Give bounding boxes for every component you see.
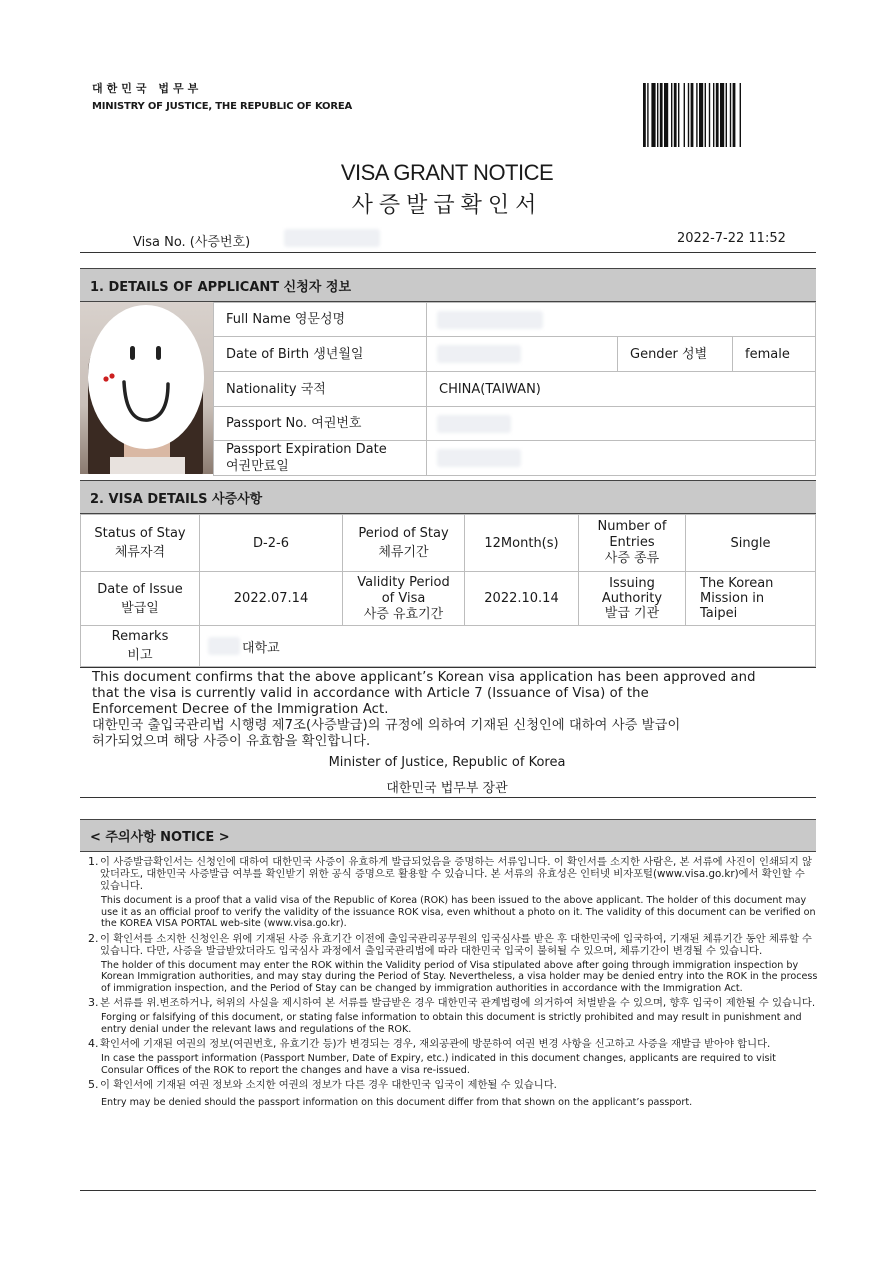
minister-english: Minister of Justice, Republic of Korea [328, 755, 566, 770]
barcode-bar [660, 83, 663, 147]
barcode-bar [740, 83, 741, 147]
notice-item-number: 2. [88, 931, 99, 945]
notice-item [88, 997, 818, 1009]
visa-number-label: Visa No. (사증번호) [133, 235, 251, 250]
barcode-bar [691, 83, 694, 147]
barcode-bar [733, 83, 736, 147]
visa-number-redacted [284, 229, 380, 247]
confirmation-korean: 대한민국 출입국관리법 시행령 제7조(사증발급)의 규정에 의하여 기재된 신청인에 대하여 사증 발급이 허가되었으며 해당 사증이 유효함을 확인합니다. [92, 718, 681, 749]
dob-label: Date of Birth 생년월일 [213, 336, 427, 372]
barcode-bar [696, 83, 697, 147]
notice-item-korean: 본 서류를 위.변조하거나, 허위의 사실을 제시하여 본 서류를 발급받은 경우 대한민국 관계법령에 의거하여 처벌받을 수 있으며, 향후 입국이 제한될 수 있습니다. [100, 997, 816, 1009]
notice-item [88, 933, 818, 957]
remarks-value: 대학교 [199, 625, 816, 667]
barcode-bar [643, 83, 646, 147]
date-of-issue-label: Date of Issue 발급일 [80, 571, 200, 626]
notice-item-korean: 이 확인서에 기재된 여권 정보와 소지한 여권의 정보가 다른 경우 대한민국 입국이 제한될 수 있습니다. [100, 1079, 557, 1091]
status-of-stay-label: Status of Stay 체류자격 [80, 514, 200, 572]
notice-item-number: 5. [88, 1078, 99, 1091]
number-of-entries-label: Number of Entries 사증 종류 [578, 514, 686, 572]
passport-expiration-redacted [437, 449, 521, 467]
remarks-label: Remarks 비고 [80, 625, 200, 667]
notice-item-english: The holder of this document may enter the ROK within the Validity period of Visa stipulated above after going through immigration inspection by Korean Immigration authorities, and may stay during the Period of Stay. Nevertheless, a visa holder may be denied entry into the ROK in the process of immigration inspection, and the Period of Stay can be changed by immigration authorities in accordance with the Immigration Act. [101, 959, 818, 994]
notice-item-number: 3. [88, 996, 99, 1009]
section-applicant-heading: 1. DETAILS OF APPLICANT 신청자 정보 [80, 268, 816, 302]
full-name-redacted [437, 311, 543, 329]
document-title-english: VISA GRANT NOTICE [340, 160, 554, 185]
document-title-korean: 사증발급확인서 [351, 193, 543, 218]
barcode-bar [671, 83, 672, 147]
full-name-value [426, 302, 816, 337]
issuing-authority-value: The Korean Mission in Taipei [685, 571, 816, 626]
dob-value [426, 336, 618, 372]
notice-item-number: 1. [88, 855, 99, 868]
notice-item-english: Forging or falsifying of this document, or stating false information to obtain this document is strictly prohibited and may result in punishment and entry denial under the relevant laws and regulations of the ROK. [101, 1012, 802, 1035]
barcode-bar [709, 83, 710, 147]
notice-item [88, 1038, 818, 1050]
shirt-shape [110, 457, 185, 474]
nationality-label: Nationality 국적 [213, 371, 427, 407]
ministry-name-korean: 대한민국 법무부 [92, 82, 203, 95]
period-of-stay-value: 12Month(s) [464, 514, 579, 572]
issue-datetime: 2022-7-22 11:52 [677, 231, 786, 246]
confirmation-english: This document confirms that the above applicant’s Korean visa application has been approved and that the visa is currently valid in accordance with Article 7 (Issuance of Visa) of the Enforcement Decree of the Immigration Act. [92, 670, 756, 717]
passport-no-redacted [437, 415, 511, 433]
notice-item-korean: 이 사증발급확인서는 신청인에 대하여 대한민국 사증이 유효하게 발급되었음을 증명하는 서류입니다. 이 확인서를 소지한 사람은, 본 서류에 사진이 인쇄되지 않았더라도, 대한민국 사증발급 여부를 확인받기 위한 공식 증명으로 활용할 수 있습니다. 본 서류의 유효성은 인터넷 비자포털(www.visa.go.kr)에서 확인할 수 있습니다. [100, 856, 812, 892]
notice-item-number: 4. [88, 1037, 99, 1050]
table-bottom-rule [80, 667, 816, 668]
barcode-bar [720, 83, 724, 147]
barcode-bar [664, 83, 668, 147]
passport-no-label: Passport No. 여권번호 [213, 406, 427, 441]
notice-item-korean: 확인서에 기재된 여권의 정보(여권번호, 유효기간 등)가 변경되는 경우, 재외공관에 방문하여 여권 변경 사항을 신고하고 사증을 재발급 받아야 합니다. [100, 1038, 771, 1050]
notice-item-korean: 이 확인서를 소지한 신청인은 위에 기재된 사증 유효기간 이전에 출입국관리공무원의 입국심사를 받은 후 대한민국에 입국하여, 기재된 체류기간 동안 체류할 수 있습니다. 다만, 사증을 발급받았더라도 입국심사 과정에서 출입국관리법에 따라 대한민국 입국이 불허될 수 있으며, 체류기간이 변경될 수 있습니다. [100, 932, 812, 957]
number-of-entries-value: Single [685, 514, 816, 572]
notice-item-english: In case the passport information (Passport Number, Date of Expiry, etc.) indicated in this document changes, applicants are required to visit Consular Offices of the ROK to report the changes and have a visa re-issued. [101, 1053, 776, 1076]
passport-expiration-value [426, 440, 816, 476]
minister-korean: 대한민국 법무부 장관 [386, 781, 508, 796]
gender-value: female [732, 336, 816, 372]
barcode-bar [651, 83, 655, 147]
section-visa-heading: 2. VISA DETAILS 사증사항 [80, 480, 816, 514]
barcode-bar [705, 83, 706, 147]
applicant-photo [80, 302, 213, 474]
passport-no-value [426, 406, 816, 441]
notice-heading: < 주의사항 NOTICE > [80, 819, 816, 852]
full-name-label: Full Name 영문성명 [213, 302, 427, 337]
barcode-bar [730, 83, 731, 147]
ministry-name-english: MINISTRY OF JUSTICE, THE REPUBLIC OF KOREA [92, 101, 353, 112]
dob-redacted [437, 345, 521, 363]
barcode [643, 83, 781, 147]
barcode-bar [657, 83, 658, 147]
barcode-bar [713, 83, 714, 147]
barcode-bar [684, 83, 685, 147]
notice-item [88, 856, 818, 892]
barcode-bar [674, 83, 677, 147]
date-of-issue-value: 2022.07.14 [199, 571, 343, 626]
divider [80, 797, 816, 798]
smiley-face-icon [86, 304, 206, 454]
status-of-stay-value: D-2-6 [199, 514, 343, 572]
barcode-bar [699, 83, 703, 147]
remarks-redacted [208, 637, 240, 655]
notice-item-english: Entry may be denied should the passport information on this document differ from that shown on the applicant’s passport. [101, 1097, 693, 1108]
barcode-bar [688, 83, 689, 147]
period-of-stay-label: Period of Stay 체류기간 [342, 514, 465, 572]
barcode-bar [678, 83, 679, 147]
barcode-bar [716, 83, 719, 147]
passport-expiration-label: Passport Expiration Date 여권만료일 [213, 440, 427, 476]
notice-item-english: This document is a proof that a valid visa of the Republic of Korea (ROK) has been issued to the above applicant. The holder of this document may use it as an official proof to verify the validity of the issuance ROK visa, even whithout a photo on it. The validity of this document can be verified on the KOREA VISA PORTAL web-site (www.visa.go.kr). [101, 895, 816, 929]
validity-period-value: 2022.10.14 [464, 571, 579, 626]
notice-list [88, 856, 818, 1112]
gender-label: Gender 성별 [617, 336, 733, 372]
notice-item [88, 1079, 818, 1091]
divider [80, 252, 816, 253]
notice-bottom-rule [80, 1190, 816, 1191]
nationality-value: CHINA(TAIWAN) [426, 371, 816, 407]
validity-period-label: Validity Period of Visa 사증 유효기간 [342, 571, 465, 626]
barcode-bar [647, 83, 648, 147]
issuing-authority-label: Issuing Authority 발급 기관 [578, 571, 686, 626]
barcode-bar [726, 83, 727, 147]
